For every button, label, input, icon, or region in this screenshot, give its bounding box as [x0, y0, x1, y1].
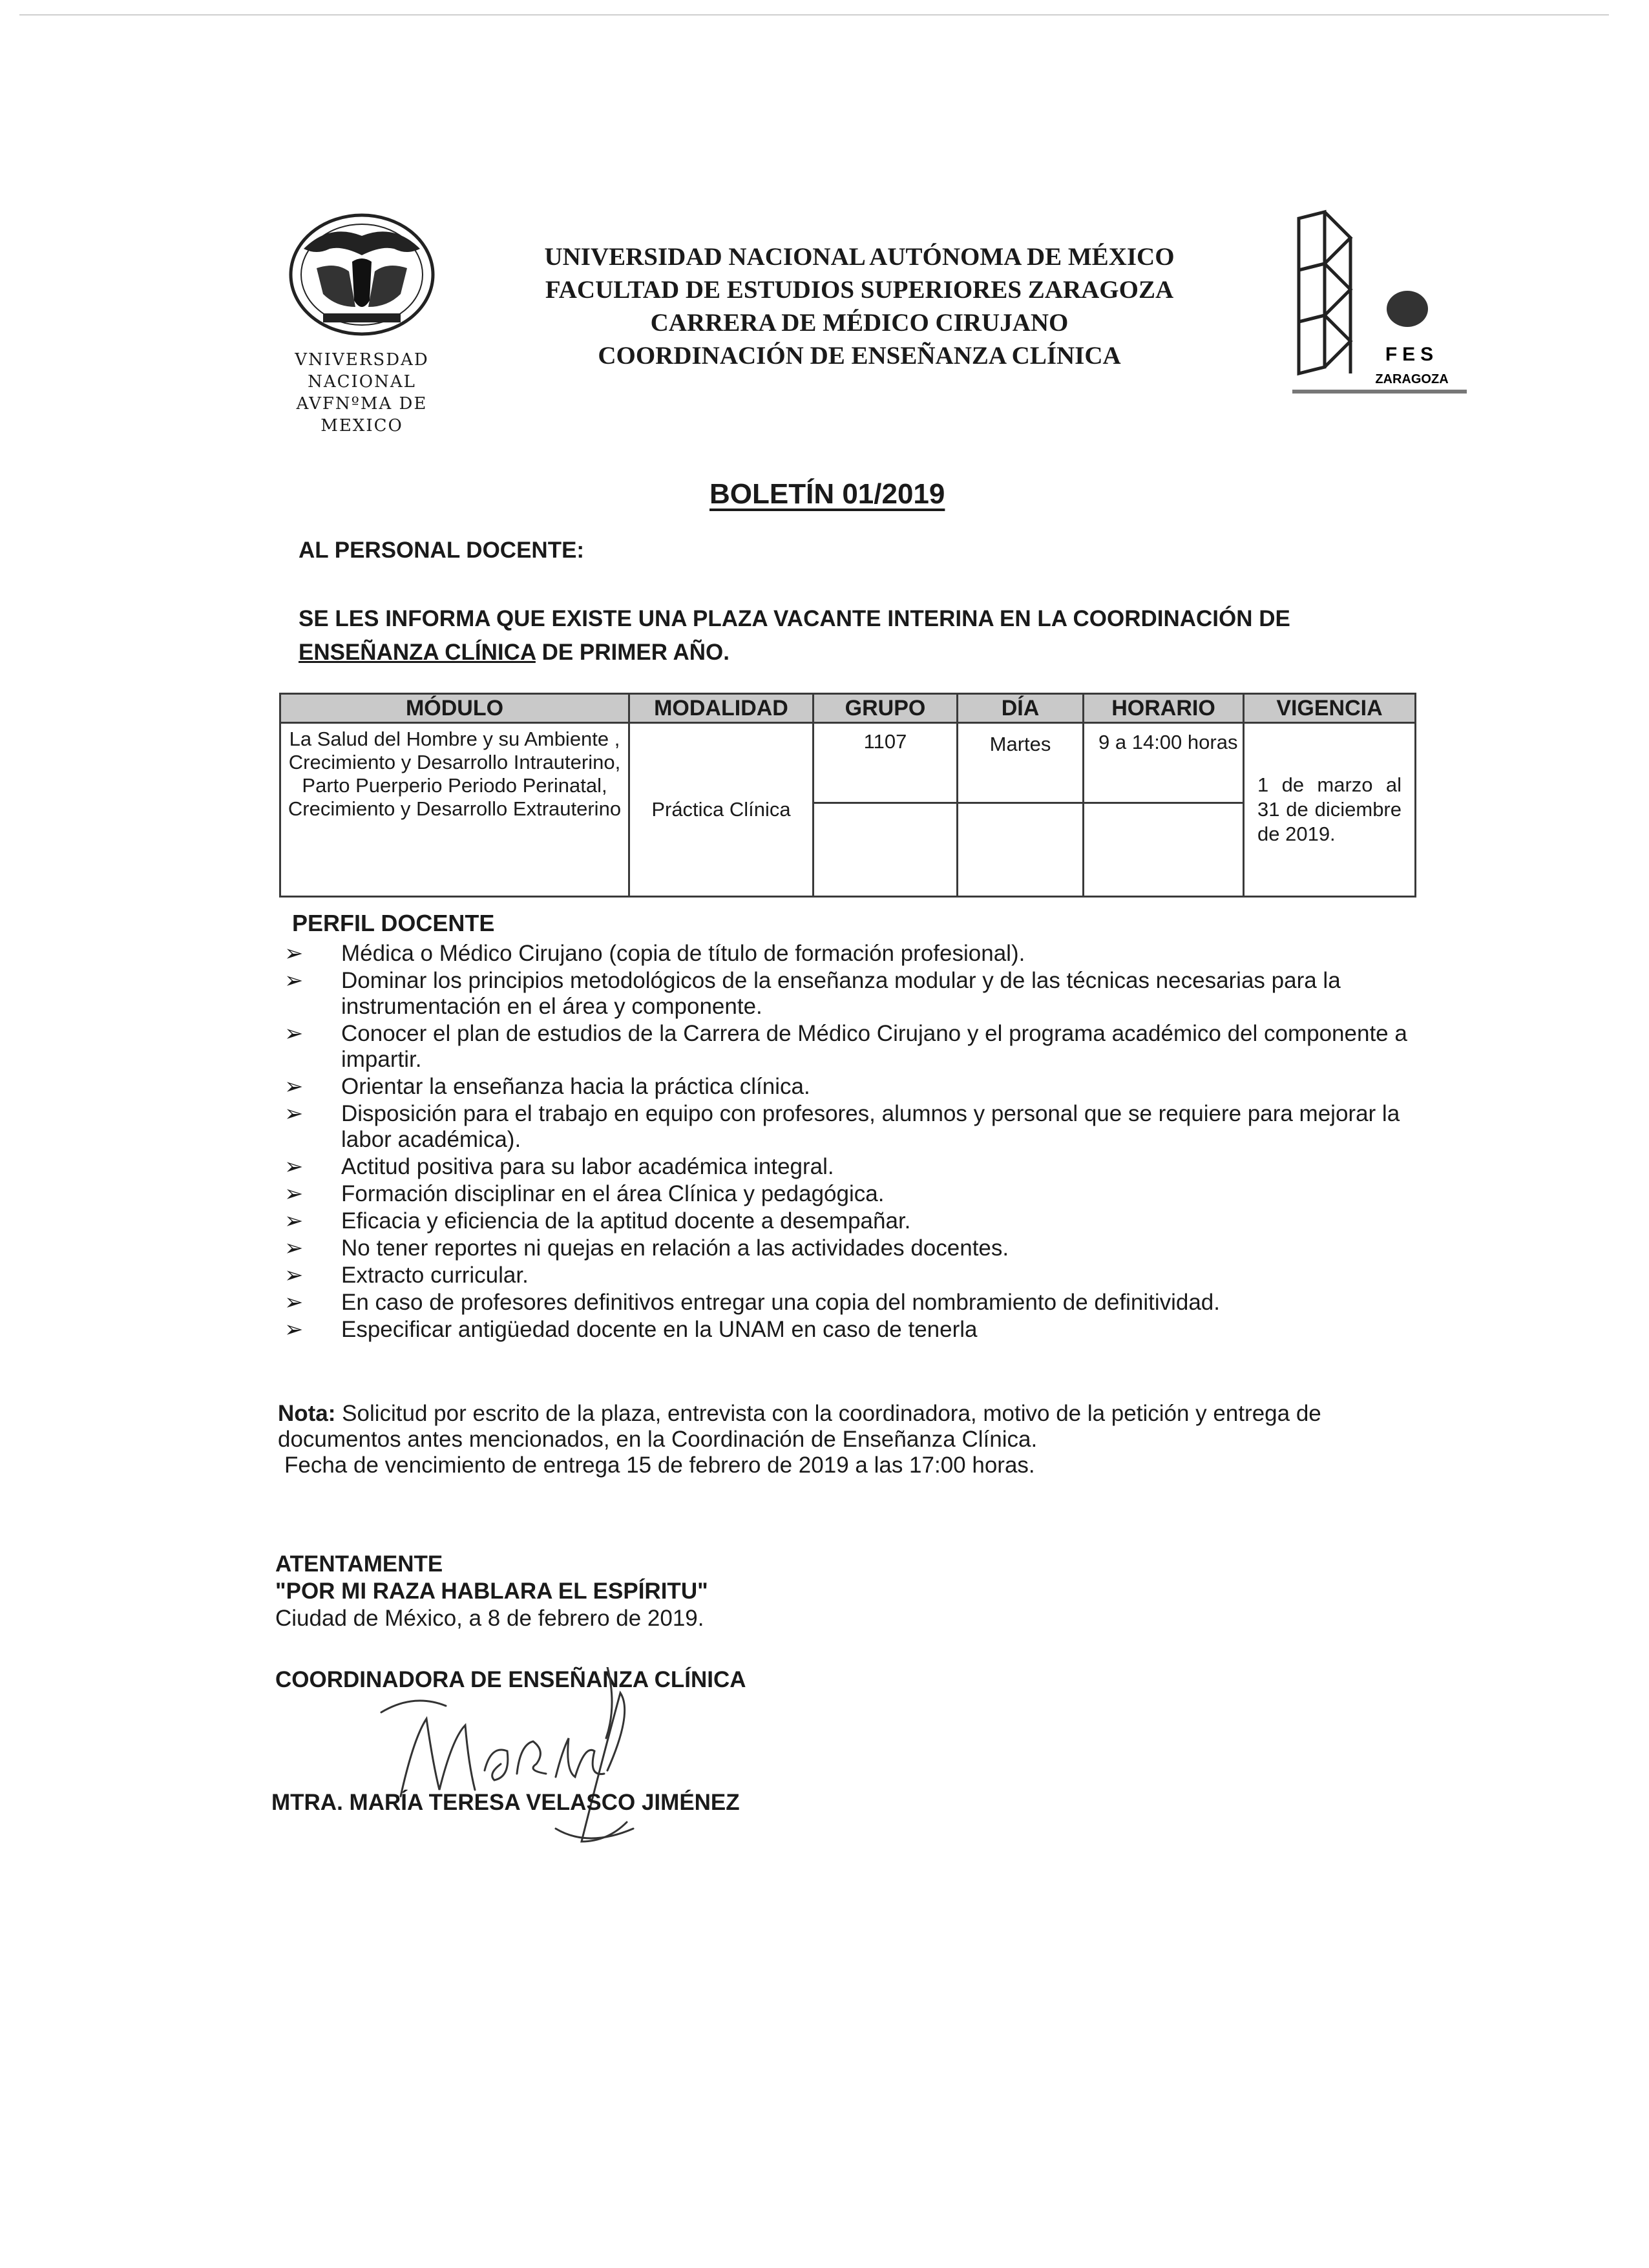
fes-zaragoza-logo-icon [1286, 205, 1473, 399]
list-item: ➢ Médica o Médico Cirujano (copia de título de formación profesional). [284, 941, 1025, 966]
col-header-horario: HORARIO [1084, 694, 1244, 723]
list-item: ➢ En caso de profesores definitivos entregar una copia del nombramiento de definitividad. [284, 1290, 1220, 1315]
note-label: Nota: [278, 1401, 336, 1426]
cell-modalidad: Práctica Clínica [629, 723, 814, 897]
col-header-grupo: GRUPO [814, 694, 958, 723]
zaragoza-label: ZARAGOZA [1375, 372, 1449, 386]
perfil-list [284, 941, 1428, 1344]
note-paragraph: Nota: Solicitud por escrito de la plaza, entrevista con la coordinadora, motivo de la petición y entrega de documentos antes mencionados, en la Coordinación de Enseñanza Clínica. Fecha de vencimiento de entrega 15 de febrero de 2019 a las 17:00 horas. [278, 1401, 1321, 1478]
announcement-underlined: ENSEÑANZA CLÍNICA [299, 640, 536, 665]
unam-seal-icon [278, 210, 446, 339]
signer-name: MTRA. MARÍA TERESA VELASCO JIMÉNEZ [271, 1790, 740, 1815]
scan-edge-line [19, 14, 1609, 16]
arrow-bullet-icon: ➢ [284, 1235, 304, 1261]
arrow-bullet-icon: ➢ [284, 1208, 304, 1234]
list-item: ➢ Disposición para el trabajo en equipo con profesores, alumnos y personal que se requiere para mejorar la labor académica). [284, 1101, 1400, 1152]
cell-vigencia: 1 de marzo al 31 de diciembre de 2019. [1244, 723, 1416, 897]
list-item: ➢ Actitud positiva para su labor académica integral. [284, 1154, 834, 1179]
table-header-row [280, 694, 1416, 723]
header-coordination: COORDINACIÓN DE ENSEÑANZA CLÍNICA [598, 342, 1121, 370]
list-item: ➢ Conocer el plan de estudios de la Carrera de Médico Cirujano y el programa académico del componente a impartir. [284, 1021, 1407, 1072]
vacancy-table [279, 693, 1416, 898]
arrow-bullet-icon: ➢ [284, 1101, 304, 1126]
document-header [504, 240, 1215, 372]
closing-atentamente: ATENTAMENTE [275, 1551, 443, 1577]
cell-modulo: La Salud del Hombre y su Ambiente , Crecimiento y Desarrollo Intrauterino, Parto Puerperio Periodo Perinatal, Crecimiento y Desarrollo Extrauterino [280, 723, 629, 897]
header-career: CARRERA DE MÉDICO CIRUJANO [650, 309, 1069, 337]
closing-block [275, 1551, 708, 1632]
cell-grupo: 1107 [814, 723, 958, 803]
header-university: UNIVERSIDAD NACIONAL AUTÓNOMA DE MÉXICO [544, 243, 1175, 271]
arrow-bullet-icon: ➢ [284, 1021, 304, 1046]
list-item: ➢ Especificar antigüedad docente en la UNAM en caso de tenerla [284, 1317, 978, 1342]
arrow-bullet-icon: ➢ [284, 1154, 304, 1179]
arrow-bullet-icon: ➢ [284, 1074, 304, 1099]
handwritten-signature [362, 1667, 672, 1854]
recipient-line: AL PERSONAL DOCENTE: [299, 538, 585, 563]
cell-empty [1084, 803, 1244, 897]
cell-empty [814, 803, 958, 897]
table-row [280, 723, 1416, 803]
note-deadline: Fecha de vencimiento de entrega 15 de febrero de 2019 a las 17:00 horas. [284, 1453, 1035, 1478]
list-item: ➢ Eficacia y eficiencia de la aptitud docente a desempañar. [284, 1208, 911, 1234]
cell-dia: Martes [958, 723, 1084, 803]
arrow-bullet-icon: ➢ [284, 1317, 304, 1342]
cell-horario: 9 a 14:00 horas [1084, 723, 1244, 803]
bulletin-title: BOLETÍN 01/2019 [709, 478, 945, 510]
arrow-bullet-icon: ➢ [284, 968, 304, 993]
col-header-modulo: MÓDULO [280, 694, 629, 723]
list-item: ➢ Extracto curricular. [284, 1263, 529, 1288]
list-item: ➢ Orientar la enseñanza hacia la práctica clínica. [284, 1074, 810, 1099]
arrow-bullet-icon: ➢ [284, 1263, 304, 1288]
closing-place-date: Ciudad de México, a 8 de febrero de 2019. [275, 1606, 704, 1631]
list-item: ➢ Dominar los principios metodológicos de la enseñanza modular y de las técnicas necesarias para la instrumentación en el área y componente. [284, 968, 1341, 1019]
fes-label: FES [1385, 344, 1439, 365]
unam-caption: VNIVERSDAD NACIONAL AVFNºMA DE MEXICO [295, 350, 429, 436]
list-item: ➢ Formación disciplinar en el área Clínica y pedagógica. [284, 1181, 885, 1206]
signer-title: COORDINADORA DE ENSEÑANZA CLÍNICA [275, 1667, 746, 1692]
header-faculty: FACULTAD DE ESTUDIOS SUPERIORES ZARAGOZA [545, 276, 1174, 304]
list-item: ➢ No tener reportes ni quejas en relación a las actividades docentes. [284, 1235, 1009, 1261]
arrow-bullet-icon: ➢ [284, 941, 304, 966]
arrow-bullet-icon: ➢ [284, 1290, 304, 1315]
announcement: SE LES INFORMA QUE EXISTE UNA PLAZA VACANTE INTERINA EN LA COORDINACIÓN DE ENSEÑANZA CLÍNICA DE PRIMER AÑO. [299, 606, 1290, 665]
arrow-bullet-icon: ➢ [284, 1181, 304, 1206]
col-header-dia: DÍA [958, 694, 1084, 723]
col-header-modalidad: MODALIDAD [629, 694, 814, 723]
col-header-vigencia: VIGENCIA [1244, 694, 1416, 723]
perfil-title: PERFIL DOCENTE [292, 910, 495, 936]
closing-motto: "POR MI RAZA HABLARA EL ESPÍRITU" [275, 1579, 708, 1604]
cell-empty [958, 803, 1084, 897]
